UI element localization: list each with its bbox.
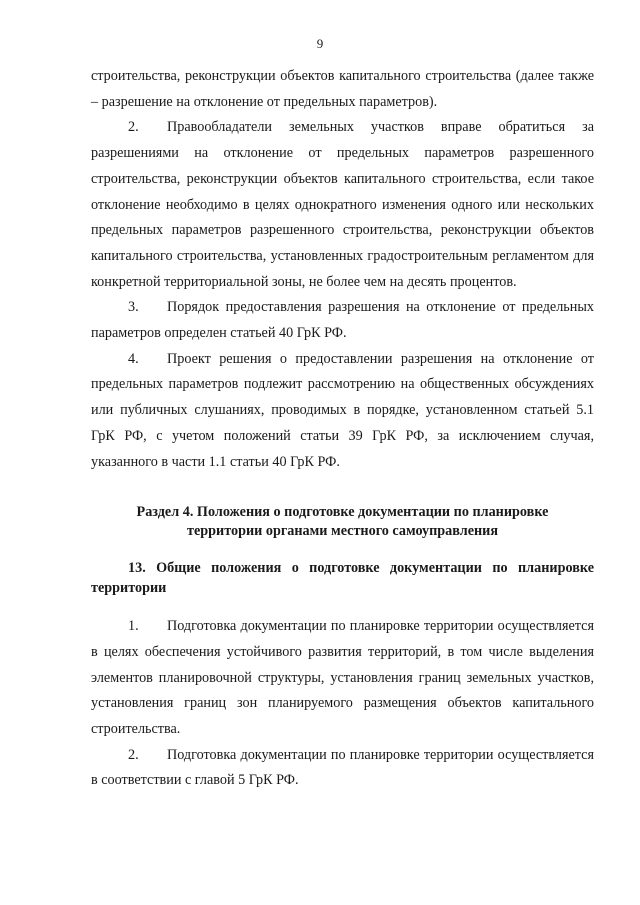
paragraph-subitem-2	[91, 743, 594, 794]
item-text: Подготовка документации по планировке территории осуществляется в соответствии с главой 5 ГрК РФ.	[91, 746, 594, 789]
section-title-line-1: Раздел 4. Положения о подготовке документации по планировке	[136, 504, 549, 521]
paragraph-item-3	[91, 295, 594, 346]
paragraph-subitem-1	[91, 614, 594, 743]
paragraph-item-2	[91, 115, 594, 295]
item-number: 2.	[128, 119, 139, 136]
item-number: 4.	[128, 350, 139, 367]
item-text: Правообладатели земельных участков вправе обратиться за разрешениями на отклонение от предельных параметров разрешенного строительства, реконструкции объектов капитального строительства, если такое отклонение необходимо в целях однократного изменения одного или нескольких предельных параметров разрешенного строительства, реконструкции объектов капитального строительства, установленных градостроительным регламентом для конкретной территориальной зоны, не более чем на десять процентов.	[91, 119, 594, 290]
subsection-title: 13. Общие положения о подготовке документации по планировке территории	[91, 560, 594, 596]
item-text: Подготовка документации по планировке территории осуществляется в целях обеспечения устойчивого развития территорий, в том числе выделения элементов планировочной структуры, установления границ земельных участков, установления границ зон планируемого размещения объектов капитального строительства.	[91, 618, 594, 738]
item-text: Порядок предоставления разрешения на отклонение от предельных параметров определен статьей 40 ГрК РФ.	[91, 299, 594, 342]
page-content	[91, 64, 594, 794]
item-number: 1.	[128, 618, 139, 635]
item-number: 2.	[128, 746, 139, 763]
section-title	[91, 503, 594, 541]
section-title-line-2: территории органами местного самоуправления	[186, 523, 499, 540]
item-number: 3.	[128, 299, 139, 316]
paragraph-item-4	[91, 347, 594, 476]
paragraph-continuation: строительства, реконструкции объектов капитального строительства (далее также – разрешение на отклонение от предельных параметров).	[91, 68, 594, 110]
item-text: Проект решения о предоставлении разрешения на отклонение от предельных параметров подлежит рассмотрению на общественных обсуждениях или публичных слушаниях, проводимых в порядке, установленном статьей 5.1 ГрК РФ, с учетом положений статьи 39 ГрК РФ, за исключением случая, указанного в части 1.1 статьи 40 ГрК РФ.	[91, 350, 594, 470]
page-number: 9	[316, 36, 324, 51]
